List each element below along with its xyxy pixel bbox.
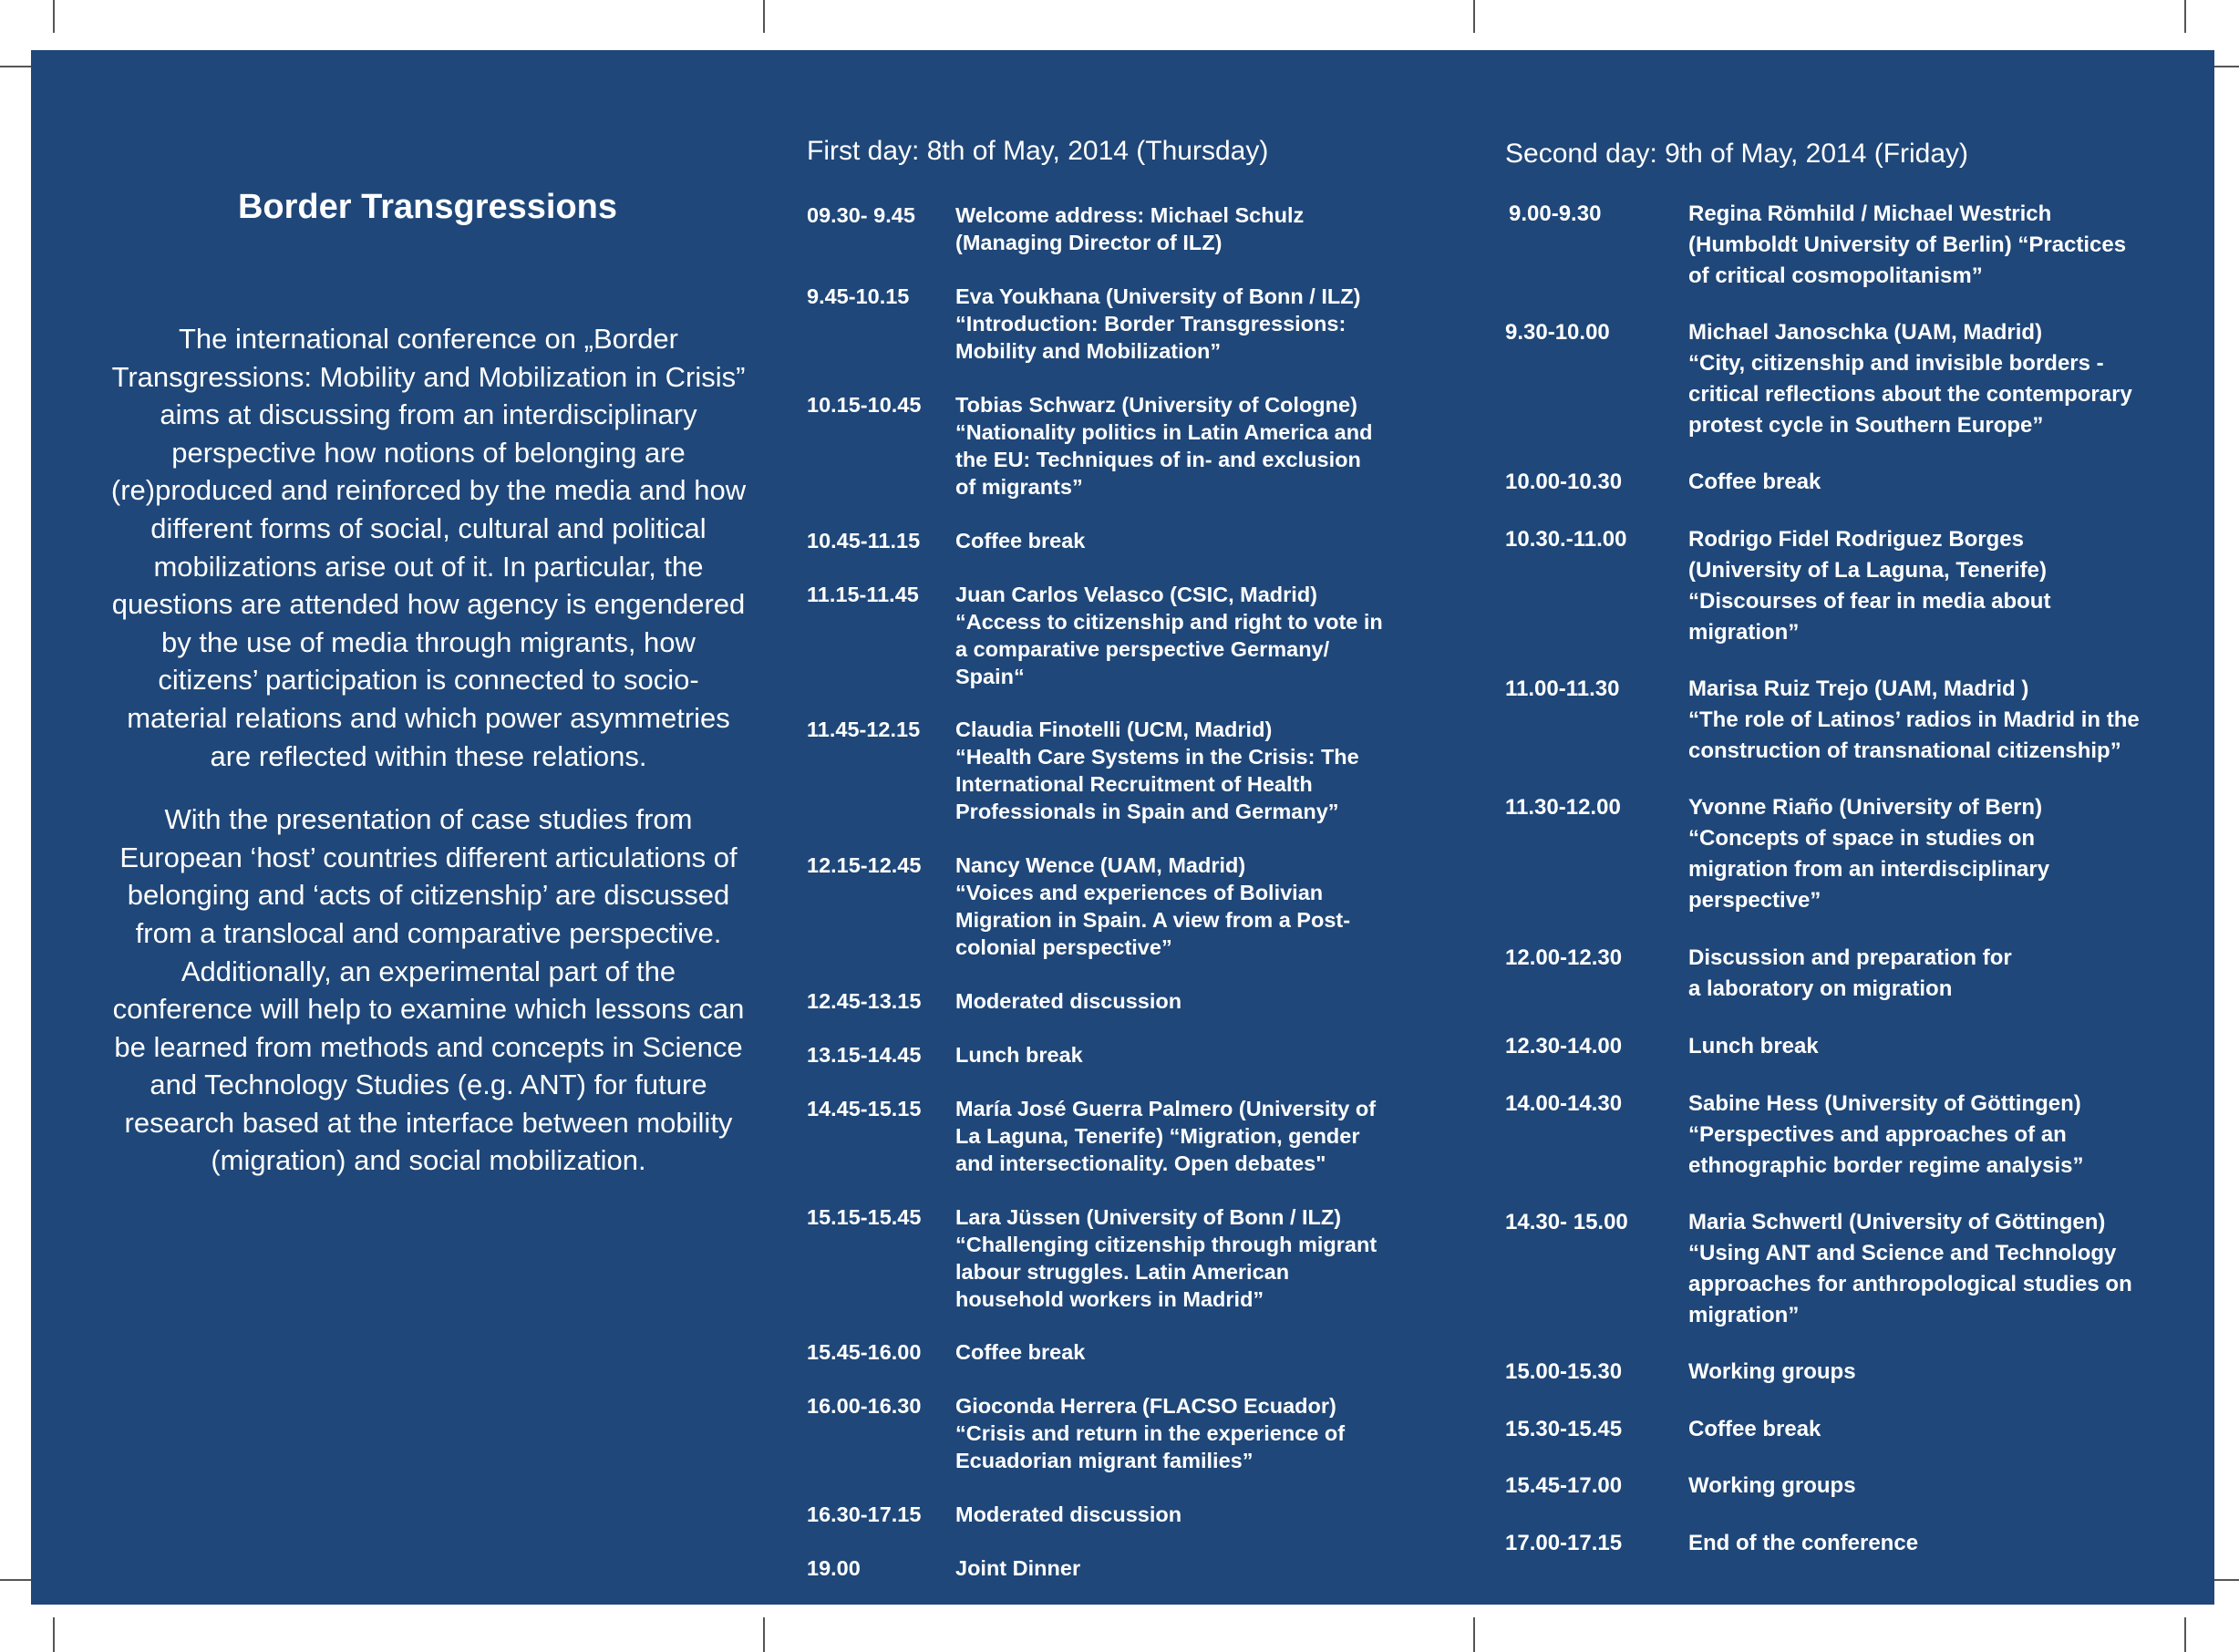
crop-mark — [53, 1617, 55, 1652]
schedule-time: 17.00-17.15 — [1505, 1531, 1623, 1555]
schedule-time: 15.45-17.00 — [1505, 1473, 1623, 1498]
schedule-time: 9.00-9.30 — [1509, 201, 1602, 226]
fold-mark — [1473, 1617, 1475, 1652]
intro-paragraph: With the presentation of case studies from European ‘host’ countries different articulations of belonging and ‘acts of citizenship’ are discussed from a translocal and comparative perspective. Additionally, an experimental part of the conference will help to examine which lessons can be learned from methods and concepts in Science and Technology Studies (e.g. ANT) for future research based at the interface between mobility (migration) and social mobilization. — [112, 803, 745, 1177]
schedule-time: 10.30.-11.00 — [1505, 527, 1627, 552]
schedule-desc: Moderated discussion — [955, 1502, 1182, 1526]
schedule-desc: Maria Schwertl (University of Göttingen) “Using ANT and Science and Technology approaches for anthropological studies on migration” — [1688, 1210, 2132, 1327]
schedule-time: 12.00-12.30 — [1505, 945, 1623, 970]
schedule-desc: Coffee break — [955, 529, 1086, 552]
schedule-desc: Yvonne Riaño (University of Bern) “Concepts of space in studies on migration from an interdisciplinary perspective” — [1688, 795, 2050, 913]
schedule-time: 19.00 — [807, 1556, 861, 1580]
schedule-time: 16.30-17.15 — [807, 1502, 922, 1526]
schedule-desc: Nancy Wence (UAM, Madrid) “Voices and experiences of Bolivian Migration in Spain. A view from a Post- colonial perspective” — [955, 853, 1351, 959]
schedule-desc: Tobias Schwarz (University of Cologne) “Nationality politics in Latin America and the EU: Techniques of in- and exclusion of migrants” — [955, 393, 1373, 499]
schedule-time: 12.45-13.15 — [807, 989, 922, 1013]
schedule-desc: Sabine Hess (University of Göttingen) “Perspectives and approaches of an ethnographic border regime analysis” — [1688, 1091, 2084, 1178]
schedule-time: 15.30-15.45 — [1505, 1417, 1623, 1441]
schedule-time: 9.45-10.15 — [807, 284, 910, 308]
intro-paragraph: The international conference on „Border Transgressions: Mobility and Mobilization in Crisis” aims at discussing from an interdisciplinary perspective how notions of belonging are (re)produced and reinforced by the media and how different forms of social, cultural and political mobilizations arise out of it. In particular, the questions are attended how agency is engendered by the use of media through migrants, how citizens’ participation is connected to socio-material relations and which power asymmetries are reflected within these relations. — [110, 323, 747, 772]
schedule-desc: Working groups — [1688, 1473, 1856, 1498]
schedule-desc: Coffee break — [955, 1340, 1086, 1364]
schedule-desc: End of the conference — [1688, 1531, 1919, 1555]
schedule-desc: Lunch break — [1688, 1034, 1819, 1058]
crop-mark — [0, 66, 33, 67]
schedule-time: 15.15-15.45 — [807, 1205, 922, 1229]
schedule-desc: Lara Jüssen (University of Bonn / ILZ) “Challenging citizenship through migrant labour struggles. Latin American household workers in Madrid” — [955, 1205, 1377, 1311]
schedule-time: 14.45-15.15 — [807, 1097, 922, 1120]
schedule-desc: Coffee break — [1688, 470, 1821, 494]
schedule-desc: Marisa Ruiz Trejo (UAM, Madrid ) “The role of Latinos’ radios in Madrid in the construction of transnational citizenship” — [1688, 676, 2140, 763]
crop-mark — [2184, 1617, 2186, 1652]
schedule-time: 10.15-10.45 — [807, 393, 922, 417]
schedule-time: 11.30-12.00 — [1505, 795, 1621, 820]
schedule-desc: Lunch break — [955, 1043, 1083, 1067]
schedule-time: 10.45-11.15 — [807, 529, 921, 552]
schedule-time: 9.30-10.00 — [1505, 320, 1610, 345]
schedule-desc: Eva Youkhana (University of Bonn / ILZ) “Introduction: Border Transgressions: Mobility and Mobilization” — [955, 284, 1361, 363]
crop-mark — [53, 0, 55, 33]
schedule-time: 11.00-11.30 — [1505, 676, 1620, 701]
crop-mark — [2184, 0, 2186, 33]
schedule-time: 15.00-15.30 — [1505, 1359, 1623, 1384]
schedule-time: 14.00-14.30 — [1505, 1091, 1623, 1116]
schedule-desc: Discussion and preparation for a laboratory on migration — [1688, 945, 2012, 1001]
schedule-time: 16.00-16.30 — [807, 1394, 922, 1418]
schedule-time: 09.30- 9.45 — [807, 203, 915, 227]
schedule-time: 11.45-12.15 — [807, 718, 921, 741]
leaflet-title: Border Transgressions — [237, 188, 618, 226]
schedule-desc: Working groups — [1688, 1359, 1856, 1384]
schedule-desc: Juan Carlos Velasco (CSIC, Madrid) “Access to citizenship and right to vote in a comparative perspective Germany/ Spain“ — [955, 583, 1383, 688]
schedule-time: 11.15-11.45 — [807, 583, 919, 606]
crop-mark — [0, 1579, 33, 1581]
fold-mark — [763, 0, 765, 33]
schedule-desc: Rodrigo Fidel Rodriguez Borges (University of La Laguna, Tenerife) “Discourses of fear in media about migration” — [1688, 527, 2051, 645]
schedule-desc: María José Guerra Palmero (University of La Laguna, Tenerife) “Migration, gender and intersectionality. Open debates" — [955, 1097, 1377, 1175]
schedule-desc: Claudia Finotelli (UCM, Madrid) “Health Care Systems in the Crisis: The International Recruitment of Health Professionals in Spain and Germany” — [955, 718, 1359, 823]
schedule-desc: Gioconda Herrera (FLACSO Ecuador) “Crisis and return in the experience of Ecuadorian migrant families” — [955, 1394, 1346, 1472]
day1-heading: First day: 8th of May, 2014 (Thursday) — [807, 136, 1269, 166]
schedule-desc: Welcome address: Michael Schulz (Managing Director of ILZ) — [955, 203, 1305, 254]
schedule-desc: Michael Janoschka (UAM, Madrid) “City, citizenship and invisible borders - critical reflections about the contemporary protest cycle in Southern Europe” — [1688, 320, 2132, 438]
leaflet-panel — [31, 50, 2214, 1605]
fold-mark — [763, 1617, 765, 1652]
schedule-desc: Joint Dinner — [955, 1556, 1081, 1580]
schedule-desc: Moderated discussion — [955, 989, 1182, 1013]
schedule-time: 12.15-12.45 — [807, 853, 922, 877]
schedule-time: 14.30- 15.00 — [1505, 1210, 1628, 1234]
schedule-time: 12.30-14.00 — [1505, 1034, 1623, 1058]
schedule-time: 13.15-14.45 — [807, 1043, 922, 1067]
schedule-desc: Regina Römhild / Michael Westrich (Humboldt University of Berlin) “Practices of critical cosmopolitanism” — [1688, 201, 2127, 288]
intro-text — [109, 320, 748, 1205]
schedule-time: 10.00-10.30 — [1505, 470, 1623, 494]
day2-heading: Second day: 9th of May, 2014 (Friday) — [1505, 139, 1969, 169]
schedule-desc: Coffee break — [1688, 1417, 1821, 1441]
schedule-time: 15.45-16.00 — [807, 1340, 922, 1364]
fold-mark — [1473, 0, 1475, 33]
